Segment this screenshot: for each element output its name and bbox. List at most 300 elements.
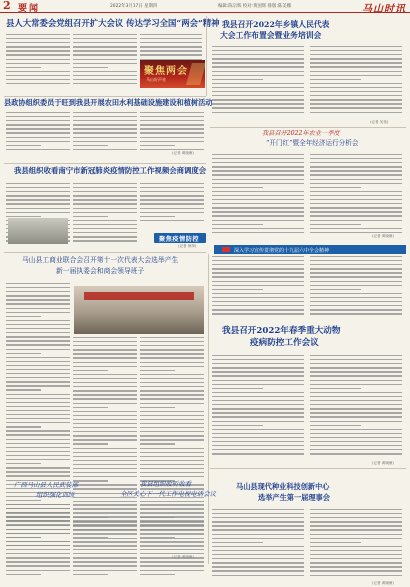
- text-line: [212, 558, 304, 559]
- text-line: [73, 366, 137, 367]
- text-line: [140, 435, 204, 436]
- text-line: [140, 403, 204, 404]
- byline-a8: (记者 黄晓雁): [372, 461, 394, 465]
- text-line: [212, 408, 304, 409]
- text-line: [310, 54, 402, 55]
- text-line: [140, 439, 204, 440]
- body-a11-col1: [212, 509, 304, 581]
- headline-a4-line2: “开门红”暨全年经济运行分析会: [266, 139, 359, 147]
- headline-a11-line2: 选举产生第一届理事会: [258, 493, 330, 502]
- text-line: [212, 220, 304, 221]
- text-line: [73, 394, 137, 395]
- text-line: [73, 232, 137, 233]
- text-line: [73, 149, 137, 150]
- text-line: [310, 309, 402, 310]
- text-line: [73, 240, 137, 241]
- text-line: [212, 260, 304, 261]
- text-line: [73, 236, 137, 237]
- text-line: [310, 380, 402, 381]
- text-line: [212, 58, 304, 59]
- text-line: [140, 464, 204, 465]
- text-line: [73, 378, 137, 379]
- text-line: [6, 516, 70, 517]
- body-a9-col2: [73, 504, 137, 580]
- text-line: [6, 402, 70, 403]
- headline-a3: 县政协组织委员于旺到我县开展农田水利基础设施建设和植树活动: [4, 98, 213, 107]
- text-line: [310, 404, 402, 405]
- headline-a9: 广西马山县人民武装部: [14, 481, 78, 489]
- text-line: [6, 467, 70, 468]
- text-line: [140, 549, 204, 550]
- text-line: [73, 42, 137, 43]
- text-line: [310, 550, 402, 551]
- body-a5-col3: [140, 183, 204, 228]
- text-line: [73, 403, 137, 404]
- text-line: [6, 443, 70, 444]
- text-line: [140, 220, 204, 221]
- text-line: [212, 103, 304, 104]
- text-line: [212, 107, 304, 108]
- text-line: [73, 112, 137, 113]
- text-line: [310, 154, 402, 155]
- text-line: [310, 562, 402, 563]
- text-line: [310, 388, 361, 389]
- text-line: [140, 191, 204, 192]
- text-line: [310, 313, 402, 314]
- text-line: [212, 529, 304, 530]
- text-line: [73, 484, 137, 485]
- text-line: [73, 541, 137, 542]
- text-line: [310, 211, 402, 212]
- text-line: [73, 398, 137, 399]
- text-line: [310, 449, 402, 450]
- text-line: [73, 448, 137, 449]
- text-line: [73, 224, 137, 225]
- text-line: [310, 264, 402, 265]
- section-divider: [4, 96, 206, 97]
- text-line: [212, 367, 304, 368]
- headline-a9-line2: 组织强化训练: [36, 491, 75, 499]
- text-line: [6, 344, 70, 345]
- text-line: [212, 355, 304, 356]
- text-line: [6, 212, 70, 213]
- text-line: [73, 549, 137, 550]
- text-line: [6, 149, 70, 150]
- text-line: [310, 199, 402, 200]
- text-line: [212, 301, 304, 302]
- text-line: [310, 558, 402, 559]
- headline-a10: 我县组织收听收看: [140, 480, 192, 488]
- text-line: [140, 349, 204, 350]
- text-line: [310, 363, 402, 364]
- text-line: [140, 557, 204, 558]
- text-line: [6, 316, 41, 317]
- text-line: [212, 195, 304, 196]
- text-line: [310, 83, 402, 84]
- text-line: [310, 103, 402, 104]
- text-line: [6, 216, 41, 217]
- text-line: [212, 166, 304, 167]
- text-line: [6, 422, 70, 423]
- text-line: [6, 332, 70, 333]
- text-line: [212, 272, 304, 273]
- banner-epidemic: [154, 233, 206, 243]
- banner-flag-icon: [222, 247, 230, 252]
- text-line: [6, 377, 70, 378]
- text-line: [6, 336, 70, 337]
- text-line: [73, 337, 137, 338]
- section-divider: [4, 252, 206, 253]
- text-line: [6, 54, 70, 55]
- text-line: [6, 183, 70, 184]
- text-line: [140, 345, 204, 346]
- text-line: [310, 62, 402, 63]
- page-number: 2: [3, 0, 11, 12]
- body-a8-col2: [310, 355, 402, 461]
- text-line: [140, 216, 175, 217]
- text-line: [212, 99, 304, 100]
- text-line: [73, 382, 137, 383]
- text-line: [73, 187, 137, 188]
- text-line: [212, 400, 304, 401]
- text-line: [140, 137, 204, 138]
- body-a2-col1: [212, 46, 304, 118]
- text-line: [73, 390, 137, 391]
- text-line: [73, 468, 137, 469]
- text-line: [310, 575, 402, 576]
- text-line: [73, 46, 137, 47]
- text-line: [73, 137, 137, 138]
- text-line: [310, 297, 402, 298]
- text-line: [140, 116, 204, 117]
- text-line: [212, 154, 304, 155]
- text-line: [310, 359, 402, 360]
- text-line: [6, 59, 70, 60]
- text-line: [212, 550, 304, 551]
- text-line: [212, 534, 304, 535]
- text-line: [73, 553, 137, 554]
- text-line: [310, 546, 402, 547]
- ad-tag: 马山好声音: [146, 77, 166, 82]
- text-line: [6, 353, 41, 354]
- text-line: [212, 207, 304, 208]
- body-a5-col2: [73, 183, 137, 247]
- text-line: [140, 212, 204, 213]
- text-line: [73, 67, 108, 68]
- text-line: [140, 472, 204, 473]
- text-line: [73, 212, 137, 213]
- text-line: [6, 50, 70, 51]
- text-line: [73, 529, 137, 530]
- text-line: [212, 112, 304, 113]
- text-line: [212, 441, 304, 442]
- text-line: [6, 418, 70, 419]
- banner-epidemic-text: 聚焦疫情防控: [159, 236, 200, 243]
- text-line: [6, 545, 70, 546]
- byline-a2: (记者 吴伟): [370, 120, 389, 124]
- text-line: [310, 355, 402, 356]
- text-line: [140, 529, 204, 530]
- body-a3-col2: [73, 112, 137, 156]
- body-a4-col2: [310, 154, 402, 236]
- text-line: [212, 268, 304, 269]
- text-line: [310, 71, 402, 72]
- text-line: [140, 203, 204, 204]
- text-line: [310, 195, 402, 196]
- text-line: [6, 79, 70, 80]
- text-line: [212, 46, 304, 47]
- text-line: [140, 386, 204, 387]
- text-line: [6, 549, 70, 550]
- text-line: [212, 75, 304, 76]
- text-line: [212, 416, 304, 417]
- text-line: [212, 392, 304, 393]
- text-line: [310, 166, 402, 167]
- text-line: [140, 512, 204, 513]
- text-line: [73, 460, 137, 461]
- text-line: [140, 541, 204, 542]
- text-line: [6, 394, 70, 395]
- text-line: [140, 533, 204, 534]
- body-a1-col1: [6, 34, 70, 90]
- headline-a10-line2: 全区关心下一代工作电视电话会议: [120, 490, 216, 498]
- text-line: [140, 508, 204, 509]
- text-line: [73, 427, 137, 428]
- headline-a5: 我县组织收看南宁市新冠肺炎疫情防控工作视频会商调度会: [14, 166, 207, 175]
- text-line: [212, 554, 304, 555]
- column-divider: [206, 16, 207, 96]
- text-line: [212, 566, 304, 567]
- text-line: [140, 398, 204, 399]
- text-line: [6, 426, 41, 427]
- text-line: [140, 149, 204, 150]
- news-photo-a5: [8, 218, 68, 244]
- stage-banner-shape: [84, 292, 194, 300]
- text-line: [73, 132, 137, 133]
- text-line: [212, 542, 263, 543]
- text-line: [73, 362, 137, 363]
- headline-a1: 县人大常委会党组召开扩大会议 传达学习全国“两会”精神: [6, 18, 220, 28]
- text-line: [6, 63, 70, 64]
- text-line: [73, 480, 108, 481]
- text-line: [140, 208, 204, 209]
- text-line: [310, 513, 402, 514]
- text-line: [73, 34, 137, 35]
- text-line: [310, 525, 402, 526]
- body-a7-right-col1: [212, 256, 304, 318]
- text-line: [6, 385, 70, 386]
- headline-a8: 我县召开2022年春季重大动物: [222, 326, 341, 336]
- text-line: [6, 524, 70, 525]
- text-line: [140, 545, 204, 546]
- text-line: [6, 508, 70, 509]
- text-line: [212, 388, 263, 389]
- text-line: [212, 256, 304, 257]
- body-a7-right-col2: [310, 256, 402, 318]
- text-line: [6, 520, 70, 521]
- text-line: [73, 216, 108, 217]
- text-line: [140, 128, 204, 129]
- text-line: [140, 476, 204, 477]
- text-line: [140, 456, 204, 457]
- text-line: [140, 145, 175, 146]
- text-line: [6, 295, 70, 296]
- text-line: [73, 116, 137, 117]
- text-line: [310, 158, 402, 159]
- text-line: [73, 537, 108, 538]
- text-line: [212, 371, 304, 372]
- headline-a11: 马山县现代种业科技创新中心: [236, 482, 330, 491]
- text-line: [73, 75, 137, 76]
- text-line: [140, 415, 204, 416]
- body-a4-col1: [212, 154, 304, 236]
- text-line: [6, 137, 70, 138]
- text-line: [310, 570, 402, 571]
- text-line: [6, 398, 70, 399]
- text-line: [212, 404, 304, 405]
- text-line: [140, 504, 204, 505]
- text-line: [310, 107, 402, 108]
- byline-a3: (记者 黄晓雁): [172, 151, 194, 155]
- text-line: [212, 224, 263, 225]
- text-line: [6, 541, 70, 542]
- text-line: [140, 553, 204, 554]
- body-a8-col1: [212, 355, 304, 461]
- text-line: [6, 500, 41, 501]
- text-line: [310, 542, 361, 543]
- text-line: [73, 228, 137, 229]
- text-line: [73, 71, 137, 72]
- section-divider: [4, 163, 206, 164]
- text-line: [6, 141, 70, 142]
- text-line: [73, 443, 108, 444]
- text-line: [212, 546, 304, 547]
- text-line: [212, 62, 304, 63]
- text-line: [310, 260, 402, 261]
- text-line: [6, 389, 41, 390]
- newspaper-logo: 马山时讯: [362, 4, 406, 15]
- text-line: [310, 207, 402, 208]
- text-line: [310, 170, 402, 171]
- text-line: [6, 291, 70, 292]
- text-line: [73, 345, 137, 346]
- text-line: [73, 545, 137, 546]
- text-line: [310, 112, 402, 113]
- text-line: [310, 384, 402, 385]
- text-line: [73, 439, 137, 440]
- text-line: [140, 141, 204, 142]
- text-line: [212, 91, 304, 92]
- text-line: [140, 183, 204, 184]
- text-line: [310, 371, 402, 372]
- text-line: [73, 59, 137, 60]
- text-line: [6, 475, 70, 476]
- text-line: [310, 87, 402, 88]
- text-line: [6, 308, 70, 309]
- text-line: [310, 224, 361, 225]
- text-line: [140, 394, 204, 395]
- text-line: [212, 293, 304, 294]
- ad-ribbon-shape: [186, 63, 205, 85]
- text-line: [212, 83, 304, 84]
- text-line: [212, 187, 263, 188]
- text-line: [310, 408, 402, 409]
- text-line: [73, 199, 137, 200]
- text-line: [140, 524, 204, 525]
- text-line: [310, 58, 402, 59]
- text-line: [6, 410, 70, 411]
- text-line: [310, 538, 402, 539]
- theme-banner-text: 深入学习宣传贯彻党的十九届六中全会精神: [234, 247, 330, 254]
- text-line: [212, 170, 304, 171]
- editors-line: 编辑:陈宗辉 校对:黄国辉 排版:陈美娜: [218, 4, 292, 9]
- text-line: [212, 429, 304, 430]
- text-line: [6, 203, 70, 204]
- text-line: [140, 374, 204, 375]
- body-a3-col1: [6, 112, 70, 156]
- text-line: [6, 451, 70, 452]
- text-line: [140, 366, 204, 367]
- text-line: [6, 38, 70, 39]
- text-line: [6, 320, 70, 321]
- text-line: [212, 445, 304, 446]
- text-line: [212, 359, 304, 360]
- text-line: [73, 370, 108, 371]
- text-line: [6, 75, 70, 76]
- text-line: [140, 423, 204, 424]
- body-a2-col2: [310, 46, 402, 118]
- text-line: [310, 179, 402, 180]
- headline-a8-line2: 疫病防控工作会议: [250, 338, 319, 348]
- text-line: [73, 191, 137, 192]
- text-line: [212, 215, 304, 216]
- text-line: [73, 570, 137, 571]
- text-line: [73, 464, 137, 465]
- text-line: [140, 362, 204, 363]
- text-line: [310, 437, 402, 438]
- text-line: [310, 396, 402, 397]
- text-line: [140, 537, 175, 538]
- text-line: [73, 195, 137, 196]
- text-line: [212, 525, 304, 526]
- text-line: [6, 116, 70, 117]
- text-line: [212, 87, 304, 88]
- headline-a2: 我县召开2022年乡镇人民代表: [222, 20, 330, 29]
- text-line: [310, 75, 402, 76]
- text-line: [212, 174, 304, 175]
- text-line: [6, 439, 70, 440]
- text-line: [212, 232, 304, 233]
- text-line: [310, 534, 402, 535]
- body-a11-col2: [310, 509, 402, 581]
- text-line: [212, 79, 263, 80]
- text-line: [212, 375, 304, 376]
- text-line: [140, 124, 204, 125]
- text-line: [6, 124, 70, 125]
- text-line: [310, 375, 402, 376]
- text-line: [140, 570, 204, 571]
- text-line: [6, 561, 70, 562]
- text-line: [310, 400, 402, 401]
- text-line: [73, 472, 137, 473]
- text-line: [73, 124, 137, 125]
- text-line: [140, 468, 204, 469]
- text-line: [310, 79, 361, 80]
- text-line: [73, 512, 137, 513]
- news-photo-a7: [74, 286, 204, 334]
- text-line: [6, 553, 70, 554]
- text-line: [140, 337, 204, 338]
